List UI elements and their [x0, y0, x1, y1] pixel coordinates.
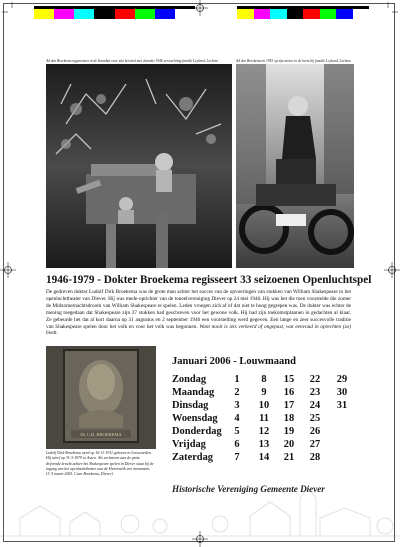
color-swatch: [237, 9, 254, 19]
color-bar-left: [34, 6, 195, 16]
calendar-date: 27: [309, 439, 321, 450]
registration-mark-left: [0, 262, 16, 278]
article-body-text: De gedreven dokter Ludolf Dirk Broekema was de grote man achter het succes van de opvoeringen van stukken van William Shakespeare in het openluchttheater van Diever. Hij was mede-oprichter van de toneelvereniging Diever op 24 mei 1946. Hij was het die toen voorstelde die zomer de Midzomernachtsdroom van William Shakespeare te spelen. Leden vroegen zich af of dat niet te hoog gegrepen was. De dokter was echter de mening toegedaan dat Shakespeare zijn 37 stukken had geschreven voor het gewone volk. Hij had zijn toekomstplannen in gedachten al klaar. Ze gebeurde het dat al kort daarna op 31 augustus en 2 september 1946 een voorstelling werd gegeven. Een lange en zeer succesvolle traditie van Shakespeare spelen door het volk en voor het volk was begonnen.: [46, 289, 351, 330]
weekday-label: Donderdag: [172, 426, 222, 437]
weekday-label: Zondag: [172, 374, 207, 385]
calendar-date: 11: [259, 413, 269, 424]
color-swatch: [336, 9, 353, 19]
calendar-month-title: Januari 2006 - Louwmaand: [172, 356, 296, 367]
calendar-date: 16: [283, 387, 295, 398]
calendar-date: 26: [309, 426, 321, 437]
color-swatch: [135, 9, 155, 19]
motorcycle-photo-image: [236, 64, 354, 268]
calendar-date: 30: [336, 387, 348, 398]
color-bar-right: [237, 6, 369, 16]
plaque-inscription: Dr. L.D. BROEKEMA: [80, 432, 122, 437]
calendar-date: 29: [336, 374, 348, 385]
calendar-date: 6: [234, 439, 240, 450]
treehouse-photo: [46, 64, 232, 268]
weekday-label: Dinsdag: [172, 400, 209, 411]
calendar-date: 14: [258, 452, 270, 463]
calendar-date: 23: [309, 387, 321, 398]
color-swatch: [155, 9, 175, 19]
crop-mark-top-left: [2, 2, 18, 18]
calendar-date: 9: [261, 387, 267, 398]
calendar-date: 17: [283, 400, 295, 411]
plaque-caption: Ludolf Dirk Broekema werd op 16-11-1911 geboren in Leeuwarden. Hij stierf op 31-3-1979 in Assen. Als eerbetoon aan de grote drijvende kracht achter het Shakespeare spelen in Diever staat bij de ingang van het openluchttheater aan de Hezenweik een monument. (© 5 maart 2005. Coen Broekema, Diever): [46, 451, 154, 477]
color-swatch: [303, 9, 320, 19]
calendar-date: 10: [258, 400, 270, 411]
color-swatch: [254, 9, 271, 19]
calendar-date: 15: [283, 374, 295, 385]
calendar-date: 28: [309, 452, 321, 463]
calendar-date: 22: [309, 374, 321, 385]
calendar-date: 24: [309, 400, 321, 411]
article-body: [46, 289, 351, 337]
registration-mark-top: [192, 0, 208, 16]
calendar-date: 21: [283, 452, 295, 463]
color-swatch: [34, 9, 54, 19]
calendar-date: 3: [234, 400, 240, 411]
weekday-label: Vrijdag: [172, 439, 206, 450]
right-photo-caption: Ad den Broekema in 1953 op zijn motor in de berm bij familie Leyland, Lochem: [236, 59, 351, 63]
calendar-date: 7: [234, 452, 240, 463]
treehouse-photo-image: [46, 64, 232, 268]
color-swatch: [353, 9, 370, 19]
calendar-date: 13: [258, 439, 270, 450]
calendar-date: 8: [261, 374, 267, 385]
weekday-label: Woensdag: [172, 413, 218, 424]
color-swatch: [270, 9, 287, 19]
calendar-date: 12: [258, 426, 270, 437]
color-swatch: [94, 9, 114, 19]
color-swatch: [115, 9, 135, 19]
motorcycle-photo: [236, 64, 354, 268]
calendar-date: 1: [234, 374, 240, 385]
calendar-date: 31: [336, 400, 348, 411]
village-sketch-watermark: [0, 488, 400, 540]
color-swatch: [320, 9, 337, 19]
left-photo-caption: Ad den Broekema opgenomen in de boomhut voor zijn kerstrol met Janneke 1946 verwachting familie Leyland, Lochem: [46, 59, 218, 63]
calendar-date: 4: [234, 413, 240, 424]
crop-mark-top-right: [382, 2, 398, 18]
calendar-date: 5: [234, 426, 240, 437]
registration-mark-right: [384, 262, 400, 278]
footer-organization: Historische Vereniging Gemeente Diever: [172, 484, 325, 494]
calendar-date: 25: [309, 413, 321, 424]
weekday-label: Zaterdag: [172, 452, 213, 463]
calendar-date: 19: [283, 426, 295, 437]
calendar-date: 18: [283, 413, 295, 424]
plaque-photo-image: [46, 346, 156, 449]
calendar-date: 20: [283, 439, 295, 450]
color-swatch: [54, 9, 74, 19]
plaque-photo: [46, 346, 156, 449]
weekday-label: Maandag: [172, 387, 215, 398]
calendar-date: 2: [234, 387, 240, 398]
article-quote: Want nooit is iets verkeerd of ongepast, wat eenvoud in oprechten (zo) biedt.: [46, 323, 352, 337]
color-swatch: [74, 9, 94, 19]
color-swatch: [287, 9, 304, 19]
article-headline: 1946-1979 - Dokter Broekema regisseert 33 seizoenen Openluchtspel: [46, 274, 372, 286]
